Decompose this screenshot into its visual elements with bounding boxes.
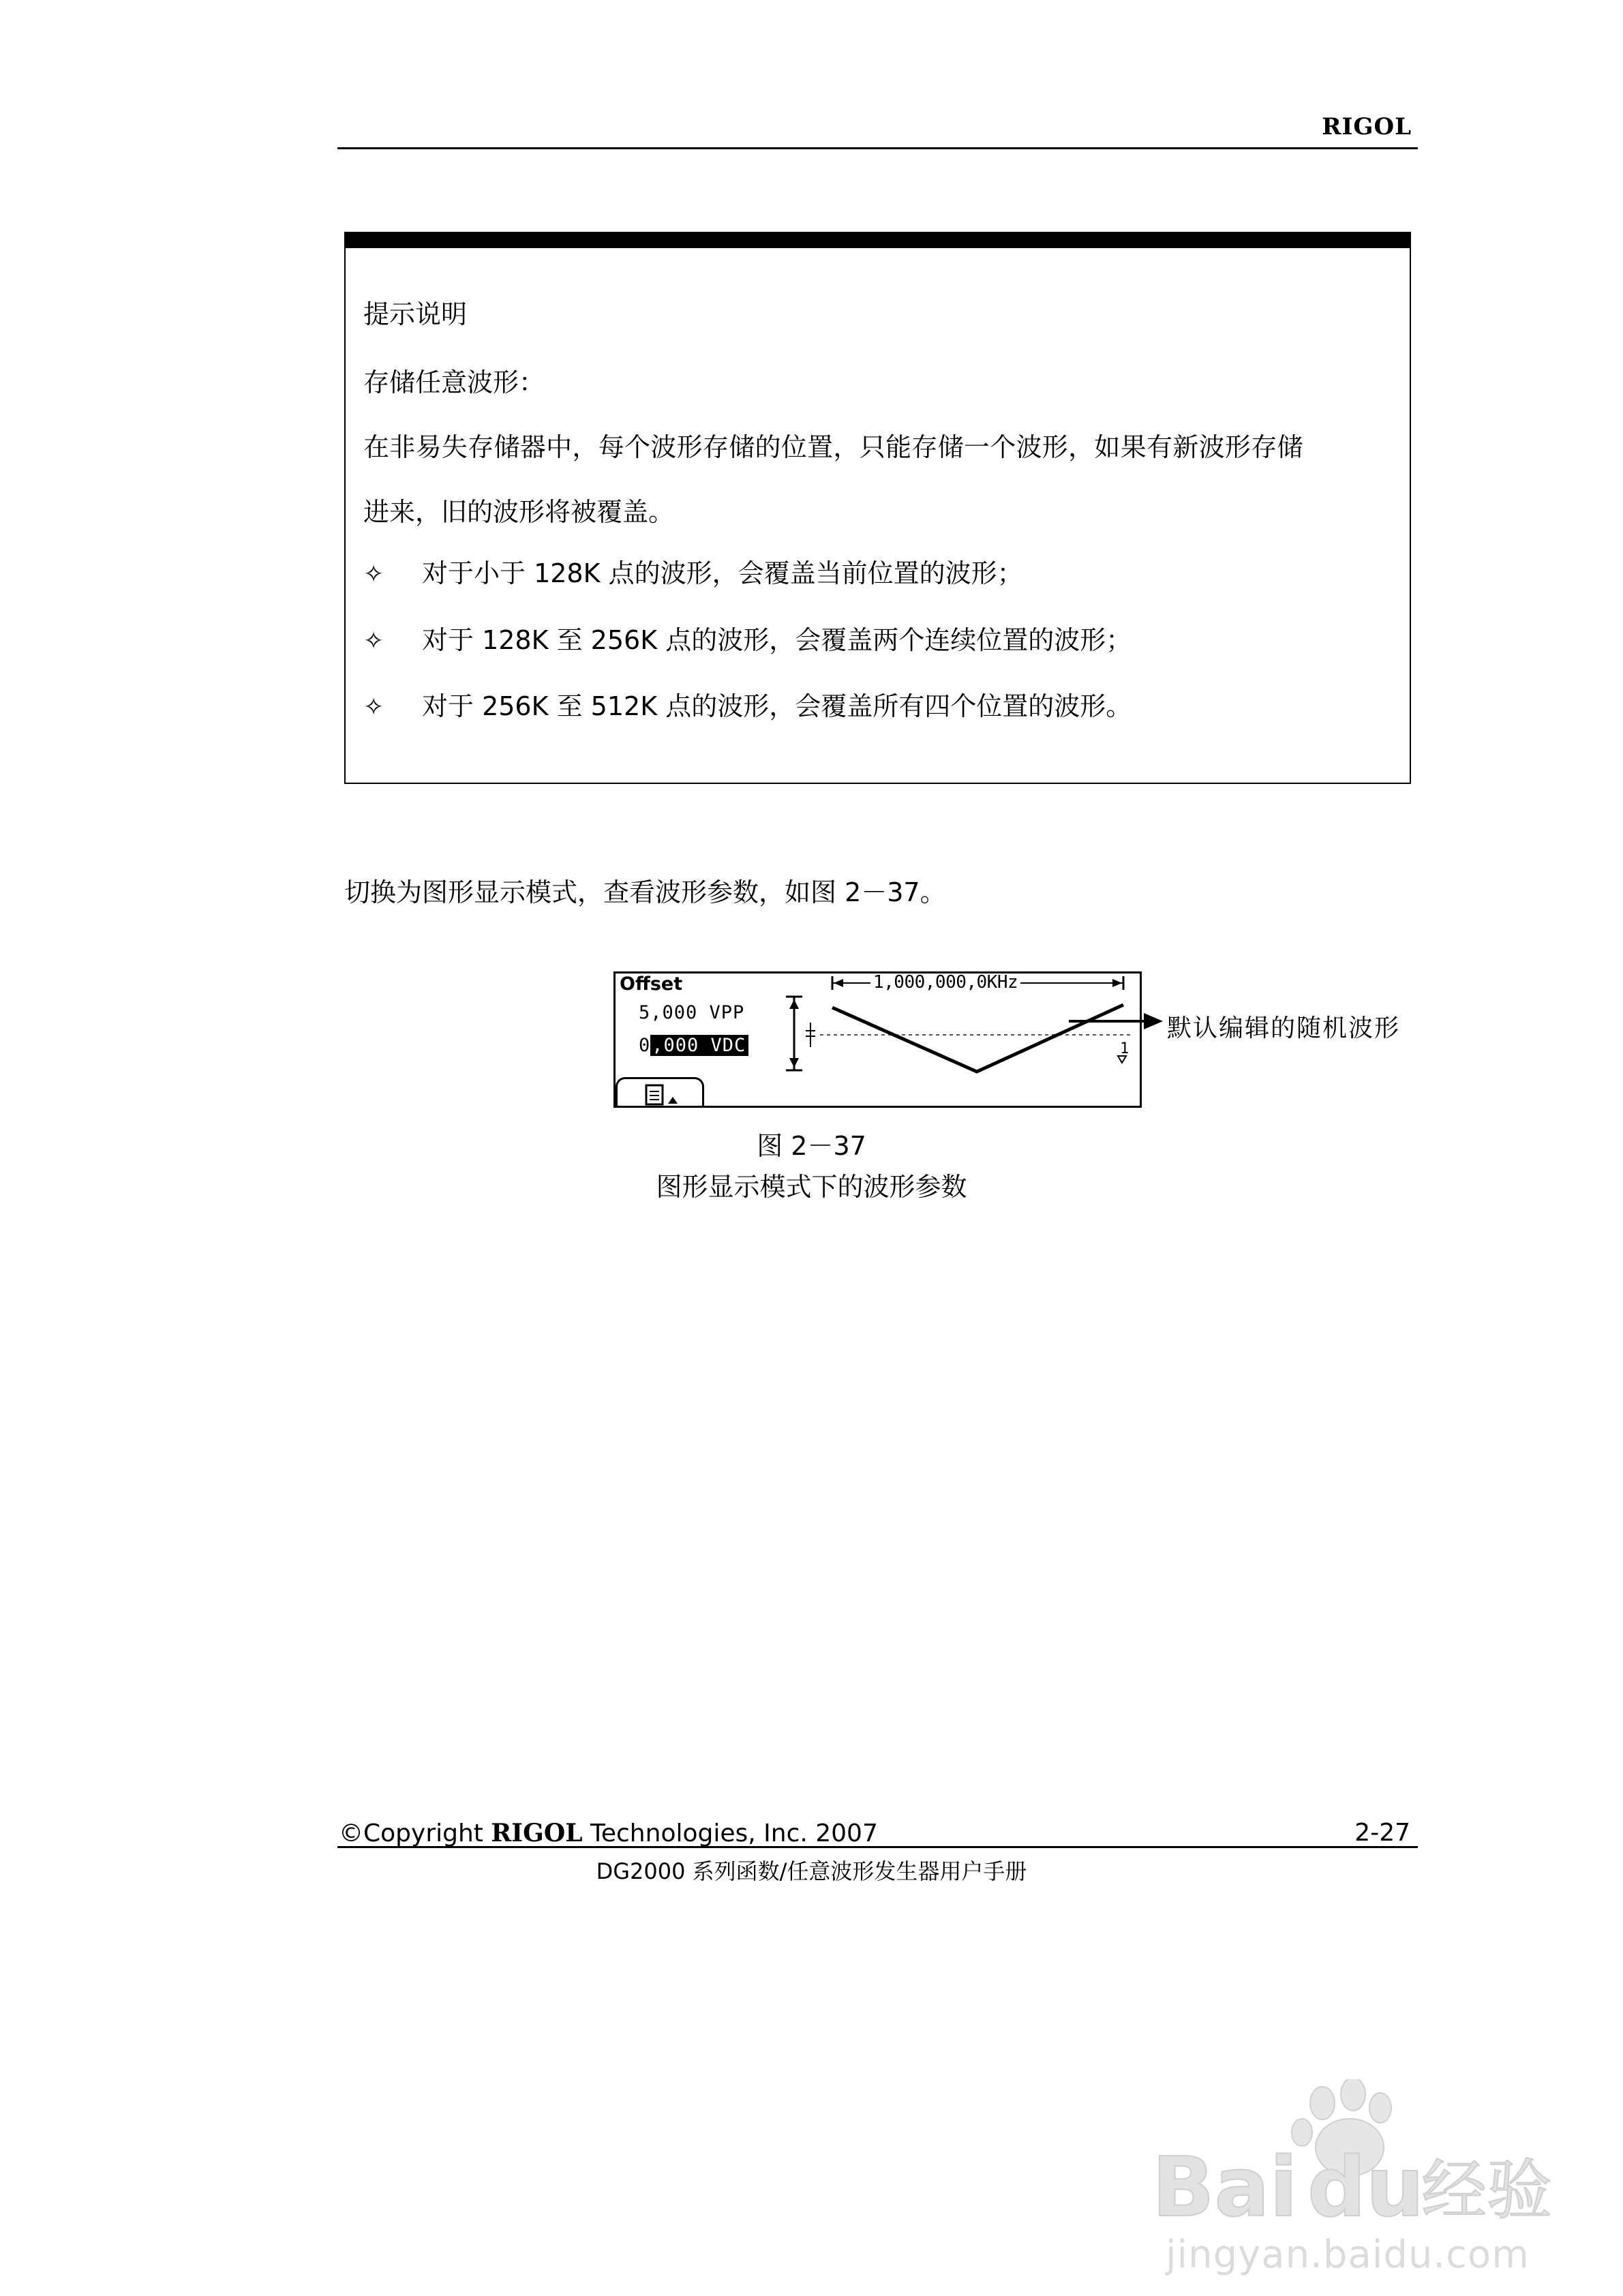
tip-bullet: [363, 627, 1132, 654]
offset-cursor-digit: 0: [639, 1035, 651, 1056]
offset-selected-digits: ,000 VDC: [650, 1035, 748, 1056]
screen-parameter-label: Offset: [620, 973, 683, 995]
bullet-star-icon: ✧: [363, 627, 384, 655]
tip-bullet: [363, 560, 1023, 587]
tip-bullet-text: 对于小于 128K 点的波形，会覆盖当前位置的波形；: [422, 558, 1023, 588]
screen-menu-tab: [616, 1077, 704, 1108]
tip-title: 提示说明: [363, 299, 468, 329]
marker-number: 1: [1120, 1040, 1129, 1057]
amplitude-arrow-icon: [786, 997, 802, 1070]
watermark-url: jingyan.baidu.com: [1166, 2233, 1530, 2277]
marker-down-icon: [1118, 1040, 1129, 1063]
figure-caption-title: 图形显示模式下的波形参数: [656, 1172, 967, 1202]
svg-text:经验: 经验: [1421, 2152, 1552, 2229]
tip-box: [344, 232, 1411, 784]
manual-title: DG2000 系列函数/任意波形发生器用户手册: [596, 1858, 1027, 1884]
intro-text: 切换为图形显示模式，查看波形参数，如图 2－37。: [344, 877, 946, 907]
footer-copyright: [339, 1819, 878, 1847]
bullet-star-icon: ✧: [363, 560, 384, 588]
watermark-logo-text: Bai: [1152, 2141, 1298, 2229]
callout-label: 默认编辑的随机波形: [1167, 1014, 1401, 1042]
screen-amplitude-value: 5,000 VPP: [639, 1002, 745, 1023]
tip-bullet: [363, 693, 1132, 720]
figure-caption-number: 图 2－37: [757, 1131, 866, 1161]
offset-marker-icon: [806, 1023, 815, 1047]
document-icon: [643, 1083, 682, 1108]
tip-bullet-text: 对于 256K 至 512K 点的波形，会覆盖所有四个位置的波形。: [422, 691, 1132, 721]
tip-bullet-text: 对于 128K 至 256K 点的波形，会覆盖两个连续位置的波形；: [422, 625, 1132, 655]
screen-frequency-value: 1,000,000,0KHz: [870, 972, 1020, 993]
tip-box-top-bar: [346, 233, 1410, 248]
copyright-brand: RIGOL: [491, 1819, 583, 1847]
bullet-star-icon: ✧: [363, 693, 384, 721]
callout-arrow-icon: [1069, 1008, 1164, 1035]
baidu-watermark-logo: [1152, 2079, 1561, 2229]
header-brand: RIGOL: [1322, 113, 1412, 140]
copyright-suffix: Technologies, Inc. 2007: [582, 1819, 878, 1847]
tip-paragraph-line-2: 进来，旧的波形将被覆盖。: [363, 497, 675, 527]
tip-subtitle: 存储任意波形：: [363, 367, 545, 397]
instrument-screen: [613, 971, 1142, 1108]
copyright-prefix: ©Copyright: [339, 1819, 491, 1847]
tip-paragraph-line-1: 在非易失存储器中，每个波形存储的位置，只能存储一个波形，如果有新波形存储: [363, 432, 1303, 462]
svg-text:du: du: [1307, 2141, 1425, 2229]
header-rule: [337, 147, 1418, 149]
page-number: 2-27: [1354, 1819, 1410, 1847]
footer-rule: [337, 1846, 1418, 1848]
